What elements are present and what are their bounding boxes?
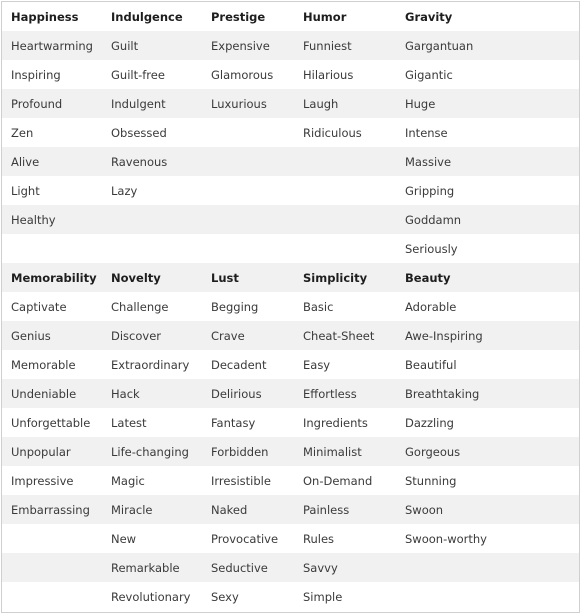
table-row	[2, 147, 579, 176]
word-cell: Light	[2, 176, 102, 205]
table-row	[2, 118, 579, 147]
category-header: Memorability	[2, 263, 102, 292]
word-cell: Swoon	[396, 495, 579, 524]
word-cell: Forbidden	[202, 437, 294, 466]
word-cell	[294, 205, 396, 234]
word-cell: Basic	[294, 292, 396, 321]
word-cell: Life-changing	[102, 437, 202, 466]
word-cell: Goddamn	[396, 205, 579, 234]
word-cell: Obsessed	[102, 118, 202, 147]
table-row	[2, 553, 579, 582]
word-cell: Undeniable	[2, 379, 102, 408]
category-header: Indulgence	[102, 2, 202, 31]
word-cell: Sexy	[202, 582, 294, 611]
word-cell	[396, 553, 579, 582]
word-cell: Easy	[294, 350, 396, 379]
word-cell: Gargantuan	[396, 31, 579, 60]
word-cell: Latest	[102, 408, 202, 437]
word-cell: Dazzling	[396, 408, 579, 437]
word-cell	[2, 234, 102, 263]
word-cell: Adorable	[396, 292, 579, 321]
word-cell: Unforgettable	[2, 408, 102, 437]
category-header: Lust	[202, 263, 294, 292]
word-cell: Revolutionary	[102, 582, 202, 611]
word-cell	[202, 147, 294, 176]
category-header: Happiness	[2, 2, 102, 31]
word-cell: New	[102, 524, 202, 553]
category-header: Gravity	[396, 2, 579, 31]
word-cell: Alive	[2, 147, 102, 176]
word-cell: Seductive	[202, 553, 294, 582]
table-row	[2, 31, 579, 60]
word-cell: Swoon-worthy	[396, 524, 579, 553]
word-cell: Decadent	[202, 350, 294, 379]
word-cell: Extraordinary	[102, 350, 202, 379]
word-cell: Begging	[202, 292, 294, 321]
word-cell: Genius	[2, 321, 102, 350]
word-cell: Indulgent	[102, 89, 202, 118]
word-cell: Intense	[396, 118, 579, 147]
word-cell: Gripping	[396, 176, 579, 205]
word-cell: Gorgeous	[396, 437, 579, 466]
word-cell	[2, 582, 102, 611]
table-row	[2, 205, 579, 234]
word-cell: Effortless	[294, 379, 396, 408]
word-cell: Expensive	[202, 31, 294, 60]
word-cell: Guilt-free	[102, 60, 202, 89]
header-row	[2, 2, 579, 31]
word-cell: Stunning	[396, 466, 579, 495]
word-cell	[202, 205, 294, 234]
word-cell	[294, 234, 396, 263]
table-row	[2, 350, 579, 379]
word-cell	[202, 176, 294, 205]
word-cell: Heartwarming	[2, 31, 102, 60]
word-cell: Simple	[294, 582, 396, 611]
word-cell: Embarrassing	[2, 495, 102, 524]
word-cell: Zen	[2, 118, 102, 147]
word-cell: Lazy	[102, 176, 202, 205]
table-row	[2, 408, 579, 437]
word-cell: Guilt	[102, 31, 202, 60]
word-cell: Hack	[102, 379, 202, 408]
word-cell: Inspiring	[2, 60, 102, 89]
word-cell: Seriously	[396, 234, 579, 263]
table-row	[2, 60, 579, 89]
table-row	[2, 234, 579, 263]
word-cell: Naked	[202, 495, 294, 524]
word-cell	[294, 147, 396, 176]
word-cell: Cheat-Sheet	[294, 321, 396, 350]
word-cell: Hilarious	[294, 60, 396, 89]
word-table-frame	[1, 1, 580, 613]
word-cell: Beautiful	[396, 350, 579, 379]
power-words-table	[2, 2, 579, 611]
word-cell	[294, 176, 396, 205]
category-header: Simplicity	[294, 263, 396, 292]
word-cell: Irresistible	[202, 466, 294, 495]
word-cell: Glamorous	[202, 60, 294, 89]
word-cell: Painless	[294, 495, 396, 524]
word-cell: Magic	[102, 466, 202, 495]
table-row	[2, 292, 579, 321]
word-cell	[396, 582, 579, 611]
word-cell: Captivate	[2, 292, 102, 321]
word-cell: Luxurious	[202, 89, 294, 118]
word-cell: Delirious	[202, 379, 294, 408]
word-cell: Breathtaking	[396, 379, 579, 408]
table-row	[2, 89, 579, 118]
word-cell: Ridiculous	[294, 118, 396, 147]
table-body	[2, 2, 579, 611]
category-header: Prestige	[202, 2, 294, 31]
word-cell: Ravenous	[102, 147, 202, 176]
word-cell: Miracle	[102, 495, 202, 524]
category-header: Novelty	[102, 263, 202, 292]
word-cell	[102, 205, 202, 234]
category-header: Humor	[294, 2, 396, 31]
word-cell: Profound	[2, 89, 102, 118]
table-row	[2, 379, 579, 408]
word-cell	[2, 524, 102, 553]
word-cell: Provocative	[202, 524, 294, 553]
word-cell: Remarkable	[102, 553, 202, 582]
table-row	[2, 495, 579, 524]
word-cell: Rules	[294, 524, 396, 553]
word-cell: Discover	[102, 321, 202, 350]
word-cell	[202, 118, 294, 147]
word-cell: Savvy	[294, 553, 396, 582]
table-row	[2, 524, 579, 553]
table-row	[2, 321, 579, 350]
word-cell: Memorable	[2, 350, 102, 379]
word-cell: Huge	[396, 89, 579, 118]
word-cell: Gigantic	[396, 60, 579, 89]
word-cell	[102, 234, 202, 263]
word-cell: Healthy	[2, 205, 102, 234]
table-row	[2, 582, 579, 611]
table-row	[2, 437, 579, 466]
word-cell: Crave	[202, 321, 294, 350]
word-cell: Impressive	[2, 466, 102, 495]
table-row	[2, 176, 579, 205]
word-cell: Unpopular	[2, 437, 102, 466]
word-cell: Funniest	[294, 31, 396, 60]
word-cell: Massive	[396, 147, 579, 176]
word-cell: Minimalist	[294, 437, 396, 466]
header-row	[2, 263, 579, 292]
word-cell: Awe-Inspiring	[396, 321, 579, 350]
category-header: Beauty	[396, 263, 579, 292]
word-cell	[202, 234, 294, 263]
word-cell: Challenge	[102, 292, 202, 321]
word-cell: Fantasy	[202, 408, 294, 437]
word-cell: Ingredients	[294, 408, 396, 437]
table-row	[2, 466, 579, 495]
word-cell: Laugh	[294, 89, 396, 118]
word-cell	[2, 553, 102, 582]
word-cell: On-Demand	[294, 466, 396, 495]
